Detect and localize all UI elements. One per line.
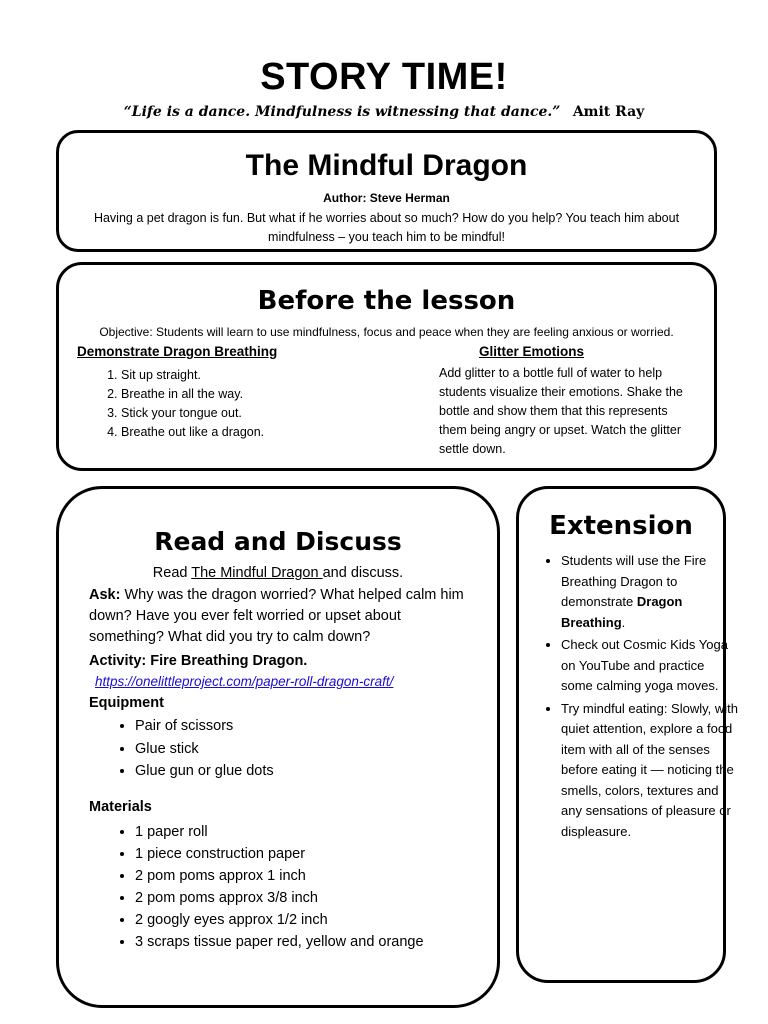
extension-item-yoga: • Check out Cosmic Kids Yoga on YouTube and practice some calming yoga moves. xyxy=(561,635,739,697)
equipment-list xyxy=(109,715,274,783)
ask-text: Why was the dragon worried? What helped calm him down? Have you ever felt worried or upset about something? What did you try to calm down? xyxy=(89,587,464,645)
before-lesson-box xyxy=(56,262,717,471)
extension-title: Extension xyxy=(549,511,693,541)
list-item: • 3 scraps tissue paper red, yellow and orange xyxy=(135,931,424,953)
book-author: Author: Steve Herman xyxy=(323,191,450,205)
equipment-heading: Equipment xyxy=(89,695,164,711)
extension-item-text: Students will use the Fire Breathing Dragon to demonstrate xyxy=(561,553,707,609)
ask-paragraph xyxy=(89,585,479,648)
list-item: • 2 pom poms approx 1 inch xyxy=(135,865,424,887)
step-item: 4. Breathe out like a dragon. xyxy=(121,423,264,442)
list-item: • Pair of scissors xyxy=(135,715,274,738)
extension-item-bold: Dragon Breathing xyxy=(561,594,683,630)
book-description: Having a pet dragon is fun. But what if he worries about so much? How do you help? You teach him about mindfulness – you teach him to be mindful! xyxy=(93,211,680,244)
materials-heading: Materials xyxy=(89,799,152,815)
page-title: STORY TIME! xyxy=(260,56,508,98)
list-item: • Glue stick xyxy=(135,738,274,761)
step-item: 1. Sit up straight. xyxy=(121,366,264,385)
extension-list xyxy=(535,551,739,844)
activity-heading: Activity: Fire Breathing Dragon. xyxy=(89,653,308,669)
extension-item-eating: • Try mindful eating: Slowly, with quiet attention, explore a food item with all of the senses before eating it — noticing the smells, colors, textures and any sensations of pleasure or displeasure. xyxy=(561,699,739,843)
list-item: • 2 pom poms approx 3/8 inch xyxy=(135,887,424,909)
glitter-emotions-heading: Glitter Emotions xyxy=(479,344,585,359)
breathing-steps xyxy=(99,366,264,442)
read-pre: Read xyxy=(152,565,192,581)
materials-list xyxy=(109,821,424,953)
list-item: • 1 paper roll xyxy=(135,821,424,843)
step-item: 3. Stick your tongue out. xyxy=(121,404,264,423)
extension-item-punct: . xyxy=(621,614,626,630)
book-title: The Mindful Dragon xyxy=(245,149,528,182)
extension-box xyxy=(516,486,739,983)
demo-breathing-heading: Demonstrate Dragon Breathing xyxy=(77,344,278,359)
quote-author: Amit Ray xyxy=(572,104,645,120)
read-book-title: The Mindful Dragon xyxy=(191,565,323,581)
read-instruction xyxy=(59,565,497,581)
list-item: • 1 piece construction paper xyxy=(135,843,424,865)
step-item: 2. Breathe in all the way. xyxy=(121,385,264,404)
ask-label: Ask: xyxy=(89,587,121,603)
extension-item-dragon xyxy=(561,551,739,633)
before-lesson-title: Before the lesson xyxy=(257,286,516,316)
quote-text: “Life is a dance. Mindfulness is witnessing that dance.” xyxy=(123,104,561,120)
list-item: • Glue gun or glue dots xyxy=(135,760,274,783)
quote xyxy=(0,104,768,120)
objective: Objective: Students will learn to use mindfulness, focus and peace when they are feeling anxious or worried. xyxy=(99,325,674,339)
read-post: and discuss. xyxy=(322,565,404,581)
glitter-emotions-text: Add glitter to a bottle full of water to help students visualize their emotions. Shake the bottle and show them that this represents them being angry or upset. Watch the glitter settle down. xyxy=(439,366,683,456)
list-item: • 2 googly eyes approx 1/2 inch xyxy=(135,909,424,931)
craft-link[interactable]: https://onelittleproject.com/paper-roll-dragon-craft/ xyxy=(95,674,394,689)
book-box xyxy=(56,130,717,252)
read-discuss-title: Read and Discuss xyxy=(154,527,402,556)
read-discuss-box xyxy=(56,486,500,1008)
